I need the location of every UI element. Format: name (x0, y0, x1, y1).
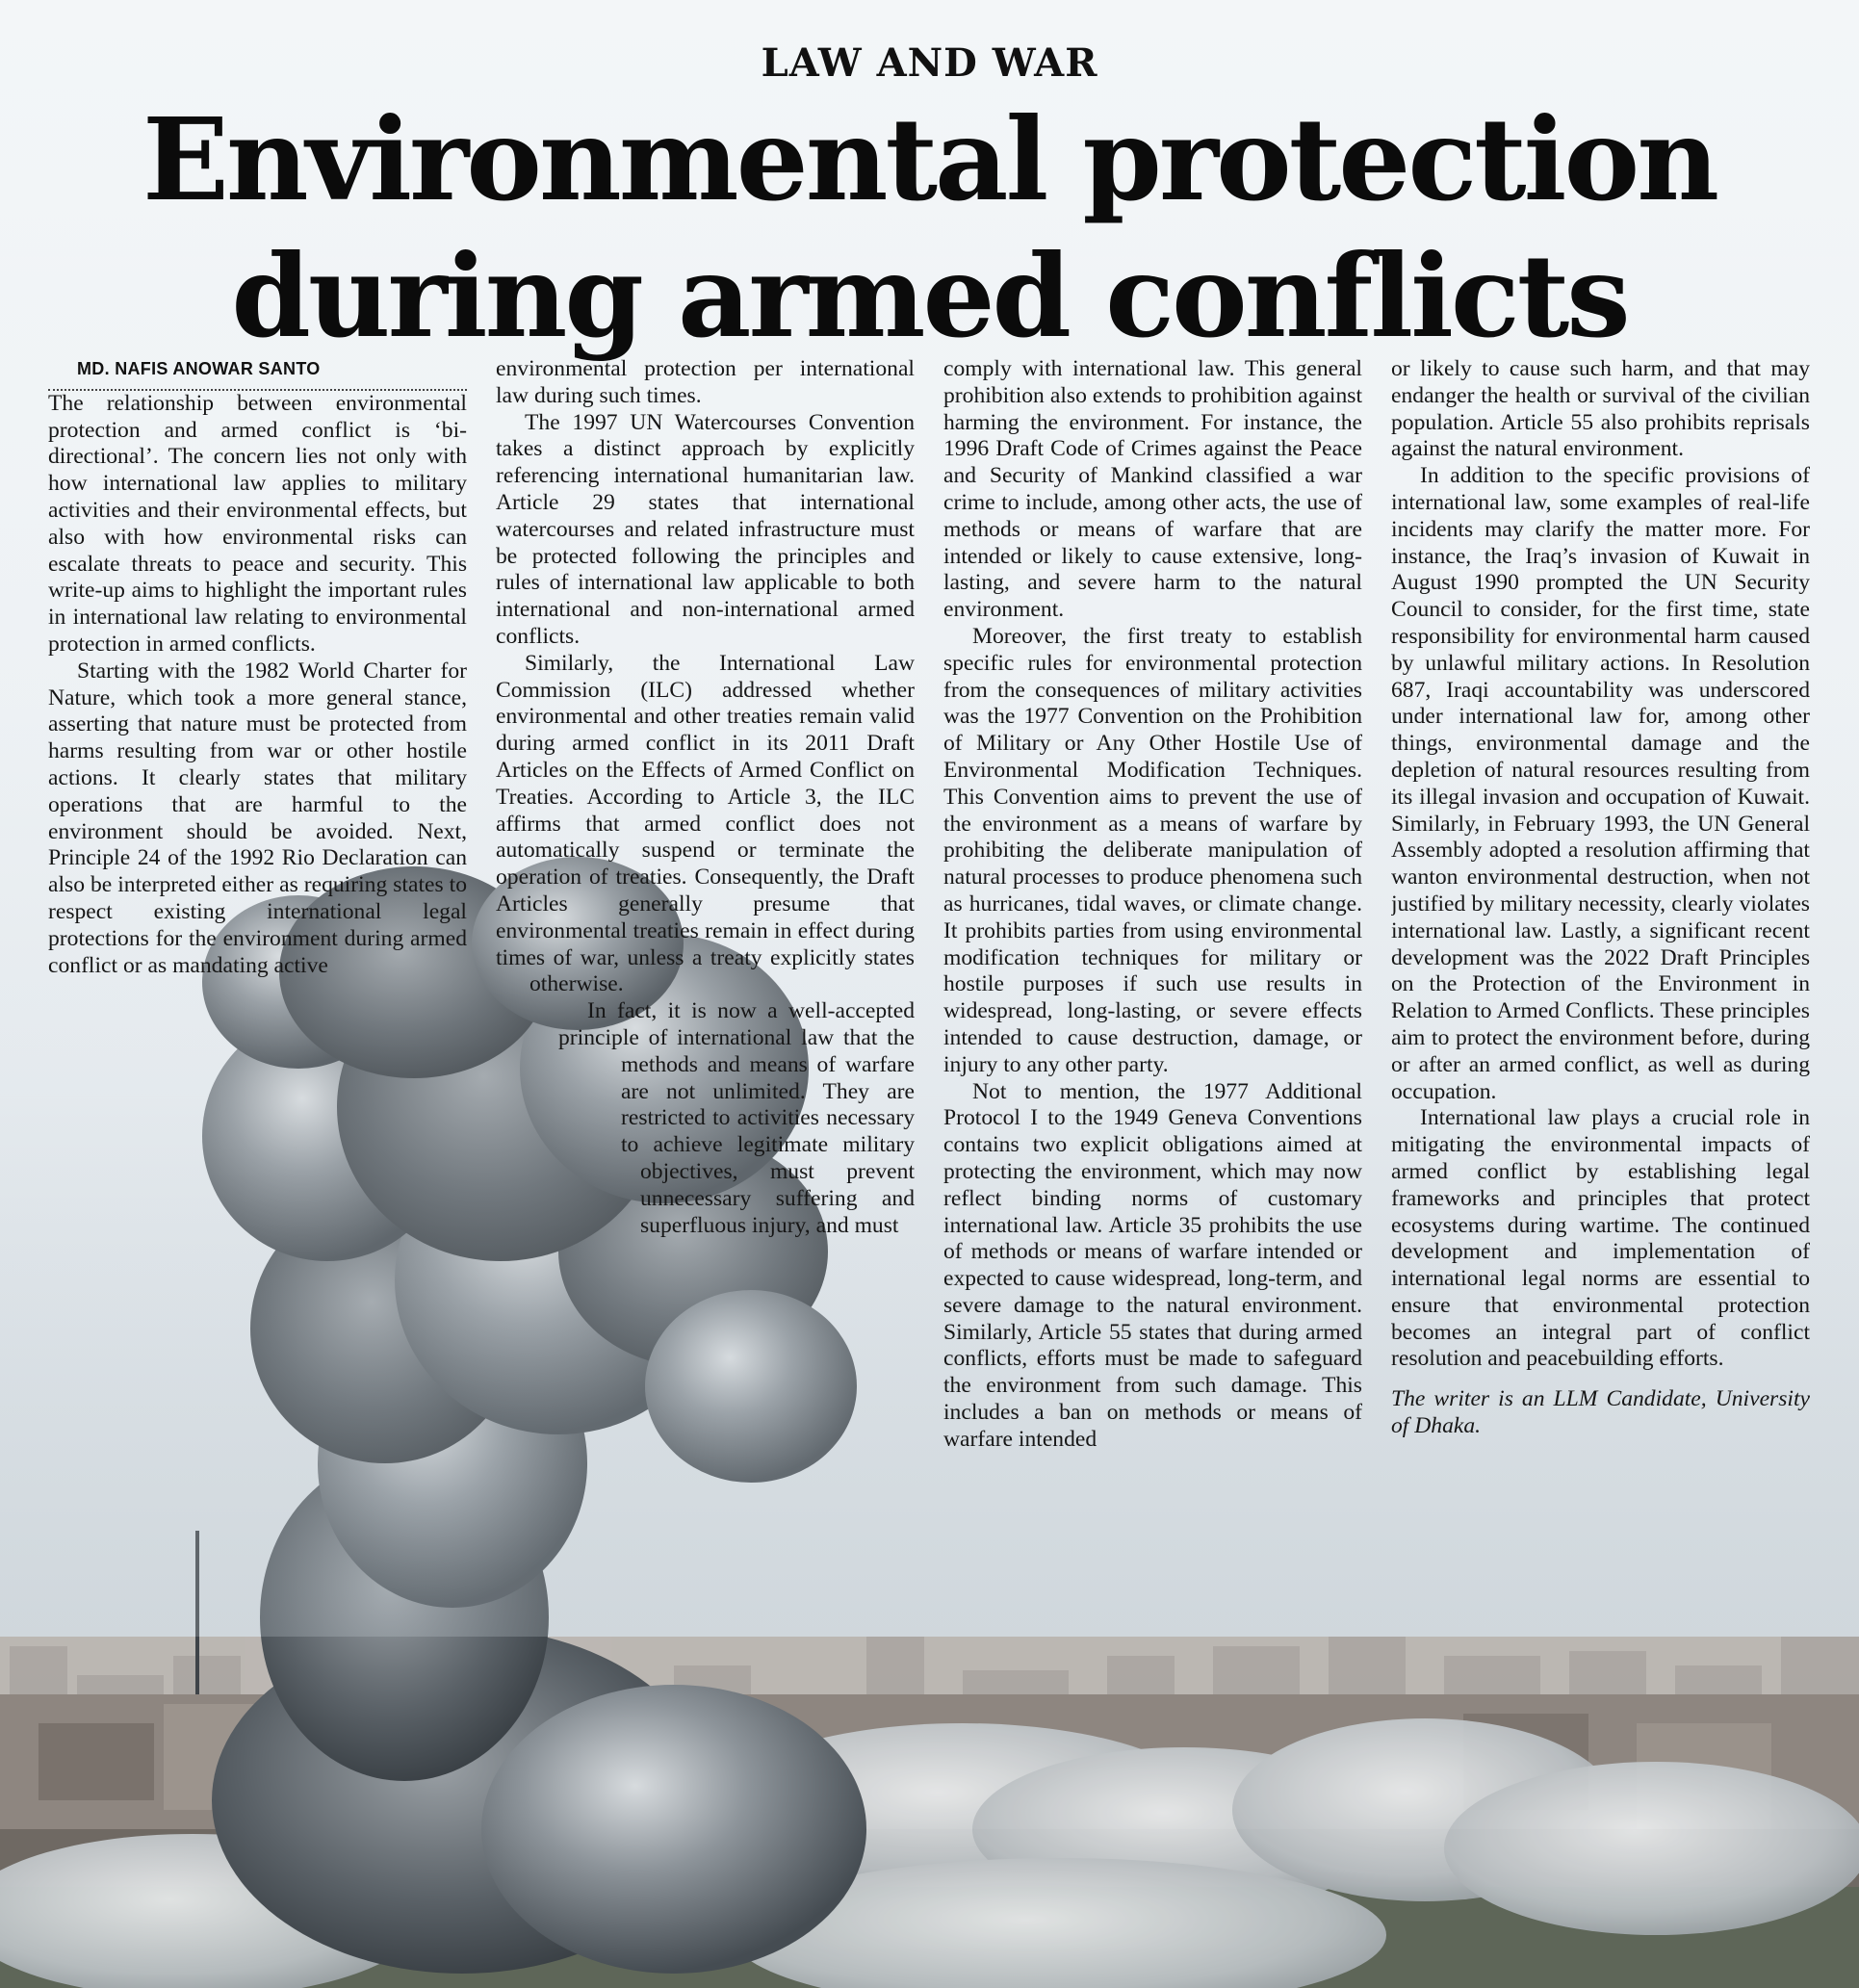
paragraph: Starting with the 1982 World Charter for Nature, which took a more general stance, asserting that nature must be protected from harms resulting from war or other hostile actions. It clearly states that military operations that are harmful to the environment should be avoided. Next, Principle 24 of the 1992 Rio Declaration can also be interpreted either as requiring states to respect existing international legal protections for the environment during armed conflict or as mandating active (48, 658, 467, 978)
article-column-4 (1391, 356, 1810, 1617)
paragraph: Moreover, the first treaty to establish specific rules for environmental protection from the consequences of military activities was the 1977 Convention on the Prohibition of Military or Any Other Hostile Use of Environmental Modification Techniques. This Convention aims to prevent the use of the environment as a means of warfare by prohibiting the deliberate manipulation of natural processes to produce phenomena such as hurricanes, tidal waves, or climate change. It prohibits parties from using environmental modification techniques for military or hostile purposes if such use results in widespread, long-lasting, or severe effects intended to cause destruction, damage, or injury to any other party. (943, 623, 1362, 1077)
section-kicker: LAW AND WAR (761, 40, 1098, 86)
paragraph: In addition to the specific provisions of international law, some examples of real-life incidents may clarify the matter more. For instance, the Iraq’s invasion of Kuwait in August 1990 prompted the UN Security Council to consider, for the first time, state responsibility for environmental harm caused by unlawful military actions. In Resolution 687, Iraqi accountability was underscored under international law for, among other things, environmental damage and the depletion of natural resources resulting from its illegal invasion and occupation of Kuwait. Similarly, in February 1993, the UN General Assembly adopted a resolution affirming that wanton environmental destruction, when not justified by military necessity, clearly violates international law. Lastly, a significant recent development was the 2022 Draft Principles on the Protection of the Environment in Relation to Armed Conflicts. These principles aim to protect the environment before, during or after an armed conflict, as well as during occupation. (1391, 463, 1810, 1104)
headline-line-2: during armed conflicts (231, 229, 1628, 363)
paragraph: comply with international law. This general prohibition also extends to prohibition against harming the environment. For instance, the 1996 Draft Code of Crimes against the Peace and Security of Mankind classified a war crime to include, among other acts, the use of methods or means of warfare that are intended or likely to cause extensive, long-lasting, and severe harm to the natural environment. (943, 356, 1362, 623)
paragraph: The relationship between environmental protection and armed conflict is ‘bi-directional’. The concern lies not only with how international law applies to military activities and their environmental effects, but also with how environmental risks can escalate threats to peace and security. This write-up aims to highlight the important rules in international law relating to environmental protection in armed conflicts. (48, 390, 467, 657)
paragraph: Similarly, the International Law Commission (ILC) addressed whether environmental and other treaties remain valid during armed conflict in its 2011 Draft Articles on the Effects of Armed Conflict on Treaties. According to Article 3, the ILC affirms that armed conflict does not automatically suspend or terminate the operation of treaties. Consequently, the Draft Articles generally presume that environmental treaties remain in effect during times of war, unless a treaty explicitly states otherwise. (496, 650, 915, 997)
author-credit: The writer is an LLM Candidate, University of Dhaka. (1391, 1386, 1810, 1439)
headline-line-1: Environmental protection (142, 92, 1717, 226)
article-column-1 (48, 356, 467, 1617)
headline (0, 91, 1859, 365)
paragraph: The 1997 UN Watercourses Convention takes a distinct approach by explicitly referencing international humanitarian law. Article 29 states that international watercourses and related infrastructure must be protected following the principles and rules of international law applicable to both international and non-international armed conflicts. (496, 409, 915, 649)
paragraph: Not to mention, the 1977 Additional Protocol I to the 1949 Geneva Conventions contains two explicit obligations aimed at protecting the environment, which may now reflect binding norms of customary international law. Article 35 prohibits the use of methods or means of warfare intended or expected to cause widespread, long-term, and severe damage to the natural environment. Similarly, Article 55 states that during armed conflicts, efforts must be made to safeguard the environment from such damage. This includes a ban on methods or means of warfare intended (943, 1078, 1362, 1452)
paragraph: International law plays a crucial role in mitigating the environmental impacts of armed conflict by establishing legal frameworks and principles that protect ecosystems during wartime. The continued development and implementation of international legal norms are essential to ensure that environmental protection becomes an integral part of conflict resolution and peacebuilding efforts. (1391, 1105, 1810, 1372)
byline: MD. NAFIS ANOWAR SANTO (48, 356, 467, 391)
paragraph: environmental protection per international law during such times. (496, 356, 915, 408)
article-column-3 (943, 356, 1362, 1617)
article-column-2 (496, 356, 915, 1617)
paragraph: In fact, it is now a well-accepted principle of international law that the methods and means of warfare are not unlimited. They are restricted to activities necessary to achieve legitimate military objectives, must prevent unnecessary suffering and superfluous injury, and must (558, 998, 915, 1238)
paragraph: or likely to cause such harm, and that may endanger the health or survival of the civilian population. Article 55 also prohibits reprisals against the natural environment. (1391, 356, 1810, 462)
